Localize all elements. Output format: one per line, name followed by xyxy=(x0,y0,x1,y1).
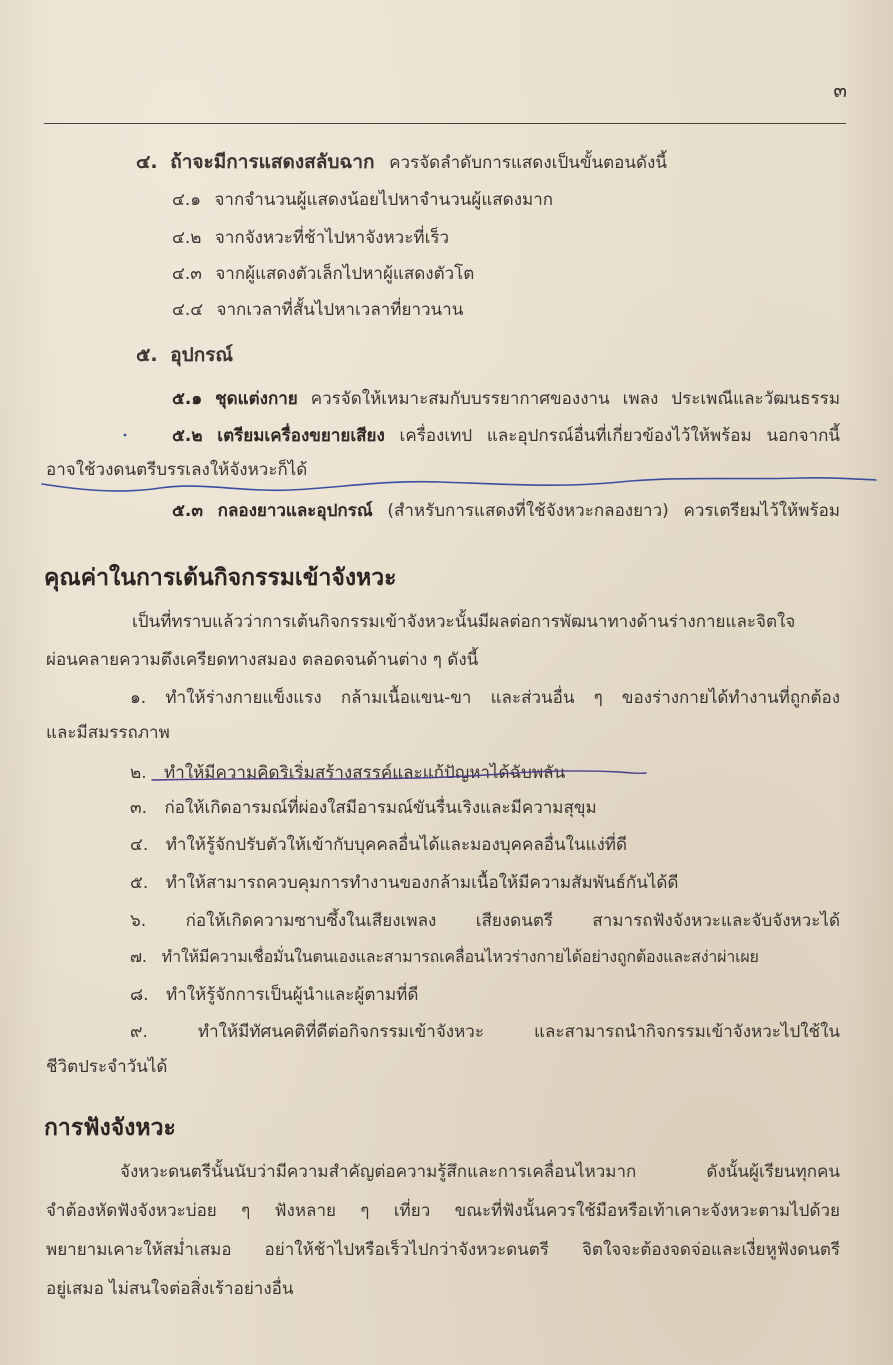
item-4-4-number: ๔.๔ xyxy=(172,300,204,320)
item-5-number: ๕. xyxy=(136,344,158,366)
page-number: ๓ xyxy=(833,78,847,102)
value-item-8 xyxy=(130,984,418,1006)
item-5-2-bold: เตรียมเครื่องขยายเสียง xyxy=(217,426,385,446)
item-4-3-text: จากผู้แสดงตัวเล็กไปหาผู้แสดงตัวโต xyxy=(215,264,475,284)
item-5-heading xyxy=(136,344,233,366)
value-item-4-number: ๔. xyxy=(130,835,149,855)
item-4-title: ถ้าจะมีการแสดงสลับฉาก xyxy=(170,151,375,173)
value-item-8-number: ๘. xyxy=(130,985,149,1005)
item-5-3 xyxy=(172,500,840,522)
value-item-6-text: ก่อให้เกิดความซาบซึ้งในเสียงเพลง เสียงดนตรี สามารถฟังจังหวะและจับจังหวะได้ xyxy=(185,911,840,931)
item-5-3-bold: กลองยาวและอุปกรณ์ xyxy=(217,501,373,521)
item-5-2-continuation: อาจใช้วงดนตรีบรรเลงให้จังหวะก็ได้ xyxy=(46,460,308,480)
item-4-number: ๔. xyxy=(136,151,158,173)
item-4-4-text: จากเวลาที่สั้นไปหาเวลาที่ยาวนาน xyxy=(216,300,464,320)
listening-line-3: พยายามเคาะให้สม่ำเสมอ อย่าให้ช้าไปหรือเร็วไปกว่าจังหวะดนตรี จิตใจจะต้องจดจ่อและเงี่ยหูฟังดนตรี xyxy=(46,1240,840,1260)
item-5-2-number: ๕.๒ xyxy=(172,426,203,446)
listening-line-2: จำต้องหัดฟังจังหวะบ่อย ๆ ฟังหลาย ๆ เที่ยว ขณะที่ฟังนั้นควรใช้มือหรือเท้าเคาะจังหวะตามไปด้วย xyxy=(46,1201,840,1221)
value-item-6 xyxy=(130,910,840,932)
item-4-rest: ควรจัดลำดับการแสดงเป็นขั้นตอนดังนี้ xyxy=(389,153,667,173)
value-item-1-number: ๑. xyxy=(130,688,147,708)
item-5-title: อุปกรณ์ xyxy=(170,344,234,366)
item-4-3-number: ๔.๓ xyxy=(172,264,202,284)
value-item-9-continuation: ชีวิตประจำวันได้ xyxy=(46,1057,168,1077)
value-item-3-number: ๓. xyxy=(130,798,148,818)
value-item-1 xyxy=(130,687,840,709)
value-item-5-text: ทำให้สามารถควบคุมการทำงานของกล้ามเนื้อให้มีความสัมพันธ์กันได้ดี xyxy=(165,873,679,893)
value-item-1-text: ทำให้ร่างกายแข็งแรง กล้ามเนื้อแขน-ขา และส่วนอื่น ๆ ของร่างกายได้ทำงานที่ถูกต้อง xyxy=(165,688,840,708)
item-4-4 xyxy=(172,299,463,321)
value-item-4 xyxy=(130,834,627,856)
value-intro-line-2: ผ่อนคลายความตึงเครียดทางสมอง ตลอดจนด้านต่าง ๆ ดังนี้ xyxy=(46,650,479,670)
item-4-1-number: ๔.๑ xyxy=(172,190,202,210)
value-intro-line-1: เป็นที่ทราบแล้วว่าการเต้นกิจกรรมเข้าจังหวะนั้นมีผลต่อการพัฒนาทางด้านร่างกายและจิตใจ xyxy=(132,612,796,632)
value-item-5-number: ๕. xyxy=(130,873,149,893)
value-item-2-text: ทำให้มีความคิดริเริ่มสร้างสรรค์และแก้ปัญหาได้ฉับพลัน xyxy=(164,763,566,783)
value-item-9 xyxy=(130,1021,840,1043)
item-5-3-text: (สำหรับการแสดงที่ใช้จังหวะกลองยาว) ควรเตรียมไว้ให้พร้อม xyxy=(387,501,841,521)
item-4-2-number: ๔.๒ xyxy=(172,228,202,248)
item-5-1-bold: ชุดแต่งกาย xyxy=(215,389,298,409)
item-5-2-text: เครื่องเทป และอุปกรณ์อื่นที่เกี่ยวข้องไว้ให้พร้อม นอกจากนี้ xyxy=(399,426,840,446)
item-4-heading xyxy=(136,151,667,174)
header-rule xyxy=(44,123,846,124)
item-4-2 xyxy=(172,227,449,249)
value-item-8-text: ทำให้รู้จักการเป็นผู้นำและผู้ตามที่ดี xyxy=(165,985,419,1005)
value-item-5 xyxy=(130,872,678,894)
item-4-2-text: จากจังหวะที่ช้าไปหาจังหวะที่เร็ว xyxy=(214,228,450,248)
item-4-1-text: จากจำนวนผู้แสดงน้อยไปหาจำนวนผู้แสดงมาก xyxy=(214,190,554,210)
value-item-9-text: ทำให้มีทัศนคติที่ดีต่อกิจกรรมเข้าจังหวะ และสามารถนำกิจกรรมเข้าจังหวะไปใช้ใน xyxy=(197,1022,840,1042)
listening-line-1: จังหวะดนตรีนั้นนับว่ามีความสำคัญต่อความรู้สึกและการเคลื่อนไหวมาก ดังนั้นผู้เรียนทุกคน xyxy=(120,1162,840,1182)
value-item-9-number: ๙. xyxy=(130,1022,148,1042)
item-4-3 xyxy=(172,263,474,285)
item-5-1-number: ๕.๑ xyxy=(172,389,203,409)
value-item-7-text: ทำให้มีความเชื่อมั่นในตนเองและสามารถเคลื่อนไหวร่างกายได้อย่างถูกต้องและสง่าผ่าเผย xyxy=(161,947,759,966)
value-item-7-number: ๗. xyxy=(130,947,147,966)
value-item-6-number: ๖. xyxy=(130,911,147,931)
listening-line-4: อยู่เสมอ ไม่สนใจต่อสิ่งเร้าอย่างอื่น xyxy=(46,1279,294,1299)
value-item-7 xyxy=(130,946,759,968)
value-item-3-text: ก่อให้เกิดอารมณ์ที่ผ่องใสมีอารมณ์ขันรื่นเริงและมีความสุขุม xyxy=(164,798,597,818)
item-4-1 xyxy=(172,189,553,211)
value-item-2 xyxy=(130,762,565,784)
pen-dot-mark xyxy=(120,430,130,440)
value-item-4-text: ทำให้รู้จักปรับตัวให้เข้ากับบุคคลอื่นได้และมองบุคคลอื่นในแง่ที่ดี xyxy=(165,835,628,855)
item-5-2 xyxy=(172,425,840,447)
item-5-1 xyxy=(172,388,840,410)
listening-section-heading: การฟังจังหวะ xyxy=(44,1115,176,1141)
value-item-2-number: ๒. xyxy=(130,763,147,783)
value-section-heading: คุณค่าในการเต้นกิจกรรมเข้าจังหวะ xyxy=(44,565,397,591)
item-5-1-text: ควรจัดให้เหมาะสมกับบรรยากาศของงาน เพลง ประเพณีและวัฒนธรรม xyxy=(310,389,841,409)
item-5-3-number: ๕.๓ xyxy=(172,501,203,521)
value-item-3 xyxy=(130,797,597,819)
value-item-1-continuation: และมีสมรรถภาพ xyxy=(46,723,170,743)
